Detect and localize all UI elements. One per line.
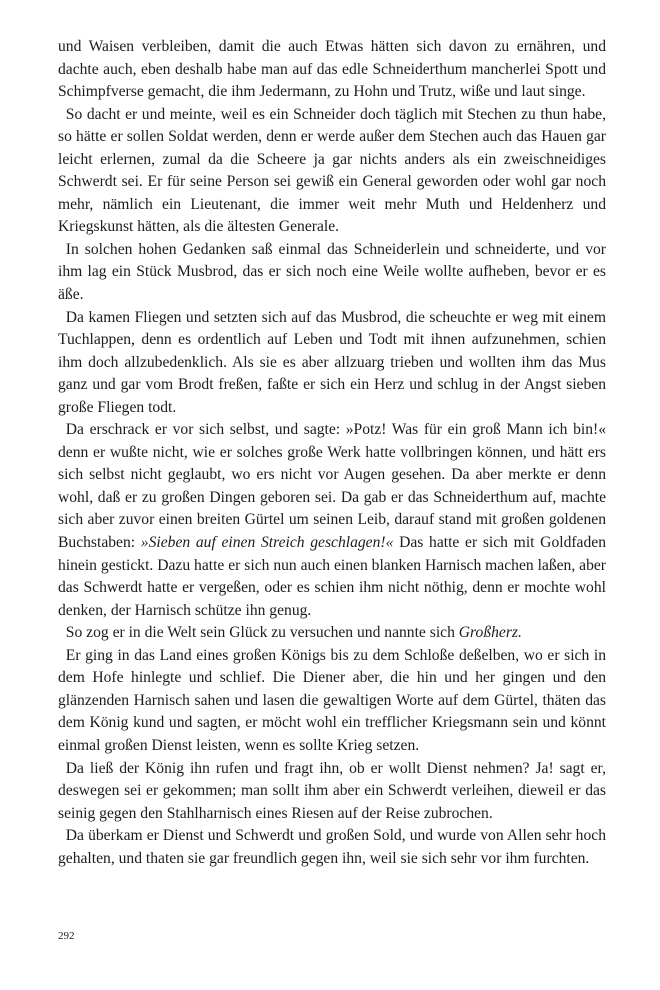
paragraph-8 [58,758,606,826]
text-run: Da überkam er Dienst und Schwerdt und großen Sold, und wurde von Allen sehr hoch gehalten, und thaten sie gar freundlich gegen ihn, weil sie sich sehr vor ihm furchten. [58,827,606,867]
text-run: Da erschrack er vor sich selbst, und sagte: »Potz! Was für ein groß Mann ich bin!« denn er wußte nicht, wie er solches große Werk hatte vollbringen können, und hätt ers sich selbst nicht geglaubt, wo ers nicht vor Augen gesehen. Da aber merkte er denn wohl, daß er zu großen Dingen geboren sei. Da gab er das Schneiderthum auf, machte sich aber zuvor einen breiten Gürtel um seinen Leib, darauf stand mit großen goldenen Buchstaben: [58,421,606,552]
text-run: So dacht er und meinte, weil es ein Schneider doch täglich mit Stechen zu thun habe, so hätte er sollen Soldat werden, denn er werde außer dem Stechen auch das Hauen gar leicht erlernen, zumal da die Scheere ja gar nichts anders als ein zweischneidiges Schwerdt sei. Er für seine Person sei gewiß ein General geworden oder wohl gar noch mehr, nämlich ein Lieutenant, die immer weit mehr Muth und Heldenherz und Kriegskunst hätten, als die ältesten Generale. [58,105,606,236]
text-run: Das hatte er sich mit Goldfaden hinein gestickt. Dazu hatte er sich nun auch einen blanken Harnisch machen laßen, aber das Schwerdt hatte er vergeßen, oder es schien ihm nicht nöthig, denn er mochte wohl denken, der Harnisch schütze ihn genug. [58,534,606,619]
paragraph-2 [58,104,606,239]
paragraph-5 [58,419,606,622]
paragraph-7 [58,645,606,758]
paragraph-9 [58,825,606,870]
text-run: So zog er in die Welt sein Glück zu versuchen und nannte sich [65,624,459,642]
italic-text: Großherz. [458,624,522,642]
text-run: Er ging in das Land eines großen Königs bis zu dem Schloße deßelben, wo er sich in dem Hofe hinlegte und schlief. Die Diener aber, die hin und her gingen und den glänzenden Harnisch sahen und lasen die gewaltigen Worte auf dem Gürtel, thäten das dem König kund und sagten, er möcht wohl ein trefflicher Kriegsmann sein und könnt einmal großen Dienst leisten, wenn es sollte Krieg setzen. [58,646,606,754]
paragraph-1 [58,36,606,104]
paragraph-3 [58,239,606,307]
paragraph-4 [58,307,606,420]
text-run: Da kamen Fliegen und setzten sich auf das Musbrod, die scheuchte er weg mit einem Tuchlappen, denn es ordentlich auf Leben und Todt mit ihnen aufzunehmen, schien ihm doch allzubedenklich. Als sie es aber allzuarg trieben und wollten ihm das Mus ganz und gar vom Brodt freßen, faßte er sich ein Herz und schlug in der Angst sieben große Fliegen todt. [58,308,606,416]
text-body [58,36,606,870]
text-run: Da ließ der König ihn rufen und fragt ihn, ob er wollt Dienst nehmen? Ja! sagt er, deswegen sei er gekommen; man sollt ihm aber ein Schwerdt verleihen, dieweil er das seinig gegen den Stahlharnisch eines Riesen auf der Reise zubrochen. [58,759,606,822]
page-number: 292 [58,930,75,942]
italic-text: »Sieben auf einen Streich geschlagen!« [140,534,394,552]
text-run: In solchen hohen Gedanken saß einmal das Schneiderlein und schneiderte, und vor ihm lag ein Stück Musbrod, das er sich noch eine Weile wollte aufheben, bevor er es äße. [58,240,606,304]
paragraph-6 [58,622,606,645]
text-run: und Waisen verbleiben, damit die auch Etwas hätten sich davon zu ernähren, und dachte auch, eben deshalb habe man auf das edle Schneiderthum mancherlei Spott und Schimpfverse gemacht, die ihm Jedermann, zu Hohn und Trutz, wiße und laut singe. [58,38,606,101]
